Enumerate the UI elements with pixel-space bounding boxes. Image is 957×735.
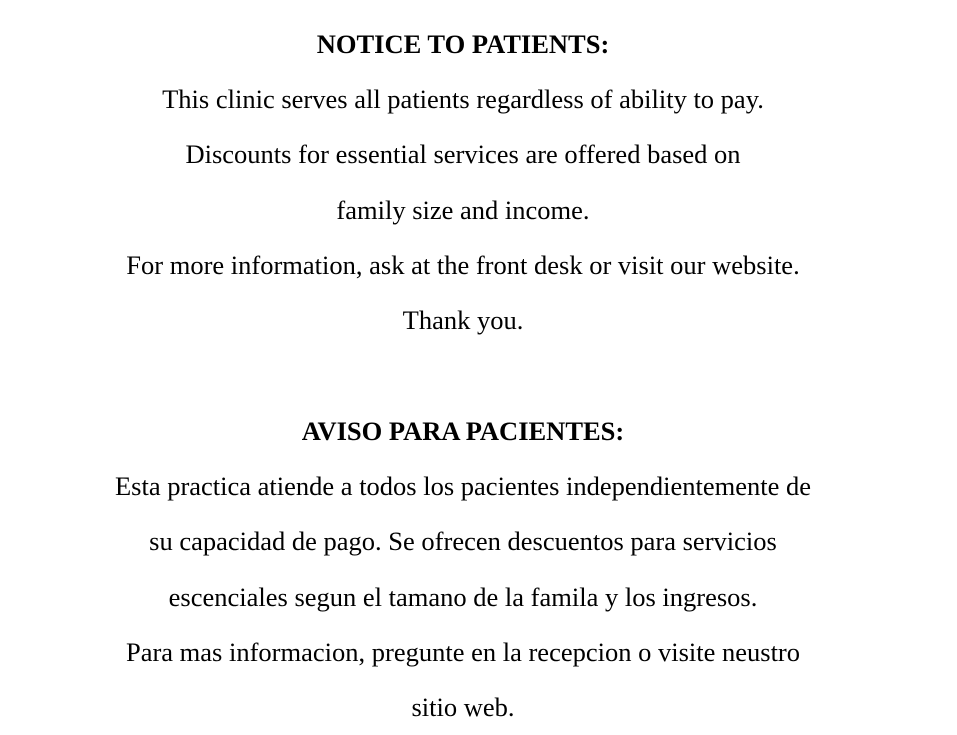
aviso-heading: AVISO PARA PACIENTES: — [301, 416, 625, 446]
aviso-line: su capacidad de pago. Se ofrecen descuentos para servicios — [149, 526, 777, 557]
aviso-line: Para mas informacion, pregunte en la recepcion o visite neustro — [125, 636, 801, 667]
aviso-line: escenciales segun el tamano de la famila y los ingresos. — [168, 581, 758, 612]
notice-line: For more information, ask at the front desk or visit our website. — [126, 249, 800, 280]
notice-line: This clinic serves all patients regardless of ability to pay. — [162, 84, 764, 115]
notice-line: family size and income. — [336, 194, 590, 225]
notice-heading: NOTICE TO PATIENTS: — [316, 29, 610, 59]
notice-line: Thank you. — [402, 304, 524, 335]
notice-english — [0, 17, 926, 348]
aviso-line: Esta practica atiende a todos los pacientes independientemente de — [114, 471, 812, 502]
notice-spanish — [0, 404, 926, 735]
notice-line: Discounts for essential services are offered based on — [185, 139, 741, 170]
aviso-line: sitio web. — [411, 691, 515, 722]
